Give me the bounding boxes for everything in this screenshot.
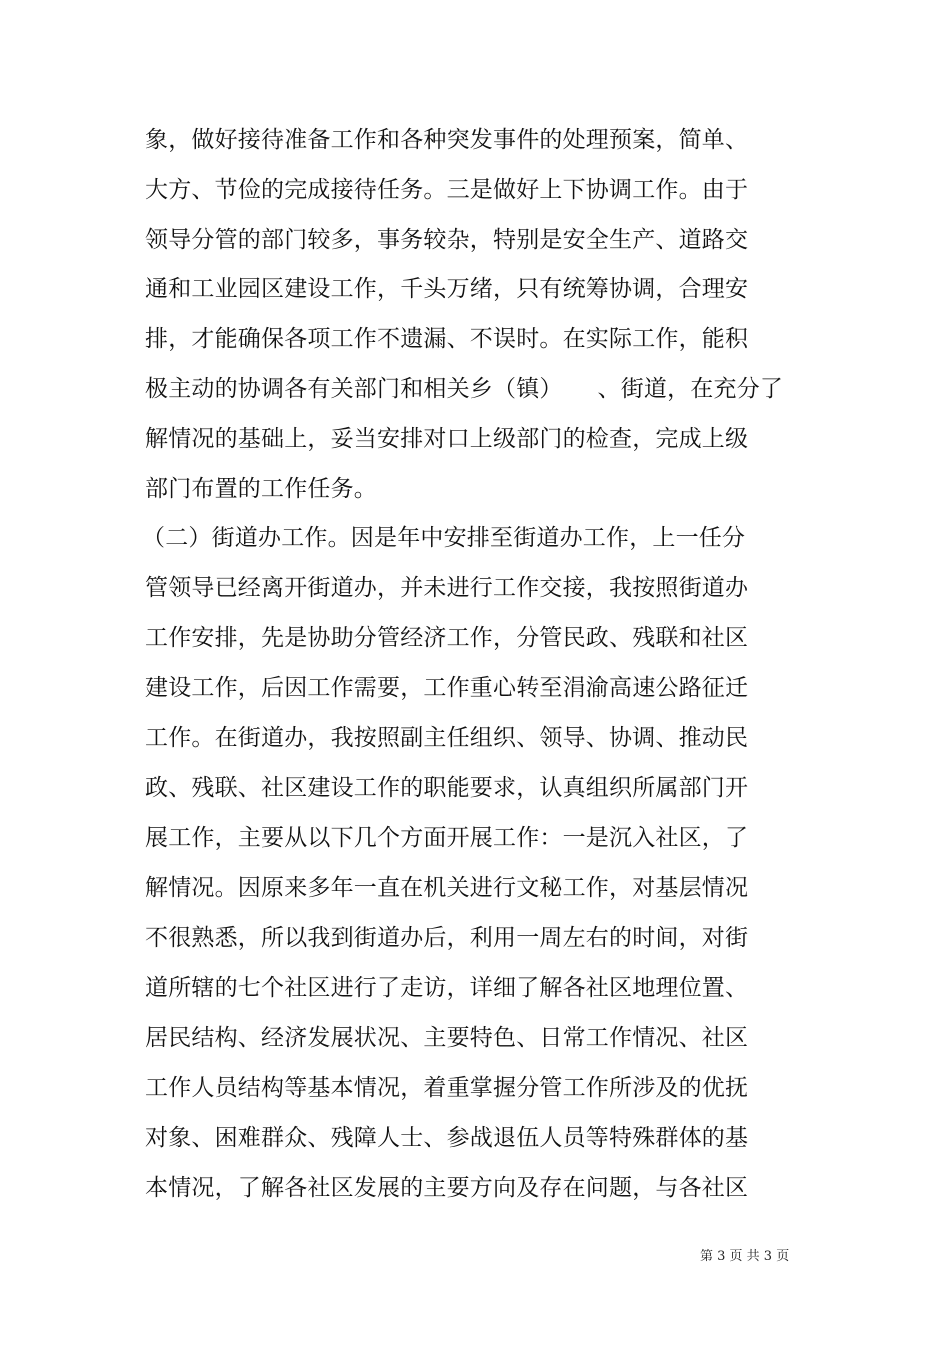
body-text-line: 管领导已经离开街道办，并未进行工作交接，我按照街道办	[145, 575, 749, 601]
body-text-line: 对象、困难群众、残障人士、参战退伍人员等特殊群体的基	[145, 1125, 749, 1151]
body-text-line: 排，才能确保各项工作不遗漏、不误时。在实际工作，能积	[145, 326, 749, 352]
body-text-line: 极主动的协调各有关部门和相关乡（镇） 、街道，在充分了	[145, 376, 784, 402]
body-text-line: 不很熟悉，所以我到街道办后，利用一周左右的时间，对街	[145, 925, 749, 951]
page-number-footer: 第 3 页 共 3 页	[700, 1249, 790, 1264]
body-text-line: 政、残联、社区建设工作的职能要求，认真组织所属部门开	[145, 775, 749, 801]
body-text-line: 领导分管的部门较多，事务较杂，特别是安全生产、道路交	[145, 227, 749, 253]
body-text-line: 象，做好接待准备工作和各种突发事件的处理预案，简单、	[145, 127, 749, 153]
body-text-line: 大方、节俭的完成接待任务。三是做好上下协调工作。由于	[145, 177, 749, 203]
body-text-line: 工作安排，先是协助分管经济工作，分管民政、残联和社区	[145, 625, 749, 651]
body-text-line: 建设工作，后因工作需要，工作重心转至涓渝高速公路征迁	[145, 675, 749, 701]
body-text-line: 居民结构、经济发展状况、主要特色、日常工作情况、社区	[145, 1025, 749, 1051]
body-text-line: 道所辖的七个社区进行了走访，详细了解各社区地理位置、	[145, 975, 749, 1001]
body-text-line: 解情况。因原来多年一直在机关进行文秘工作，对基层情况	[145, 875, 749, 901]
body-text-line: 工作。在街道办，我按照副主任组织、领导、协调、推动民	[145, 725, 749, 751]
body-text-line: 本情况，了解各社区发展的主要方向及存在问题，与各社区	[145, 1175, 749, 1201]
body-text-line: 部门布置的工作任务。	[145, 476, 377, 502]
body-text-line: 解情况的基础上，妥当安排对口上级部门的检查，完成上级	[145, 426, 749, 452]
body-text-line: 通和工业园区建设工作，千头万绪，只有统筹协调，合理安	[145, 276, 749, 302]
body-text-line: 工作人员结构等基本情况，着重掌握分管工作所涉及的优抚	[145, 1075, 749, 1101]
body-text-line: 展工作，主要从以下几个方面开展工作：一是沉入社区，了	[145, 825, 749, 851]
section-heading-line: （二）街道办工作。因是年中安排至街道办工作，上一任分	[142, 525, 746, 551]
